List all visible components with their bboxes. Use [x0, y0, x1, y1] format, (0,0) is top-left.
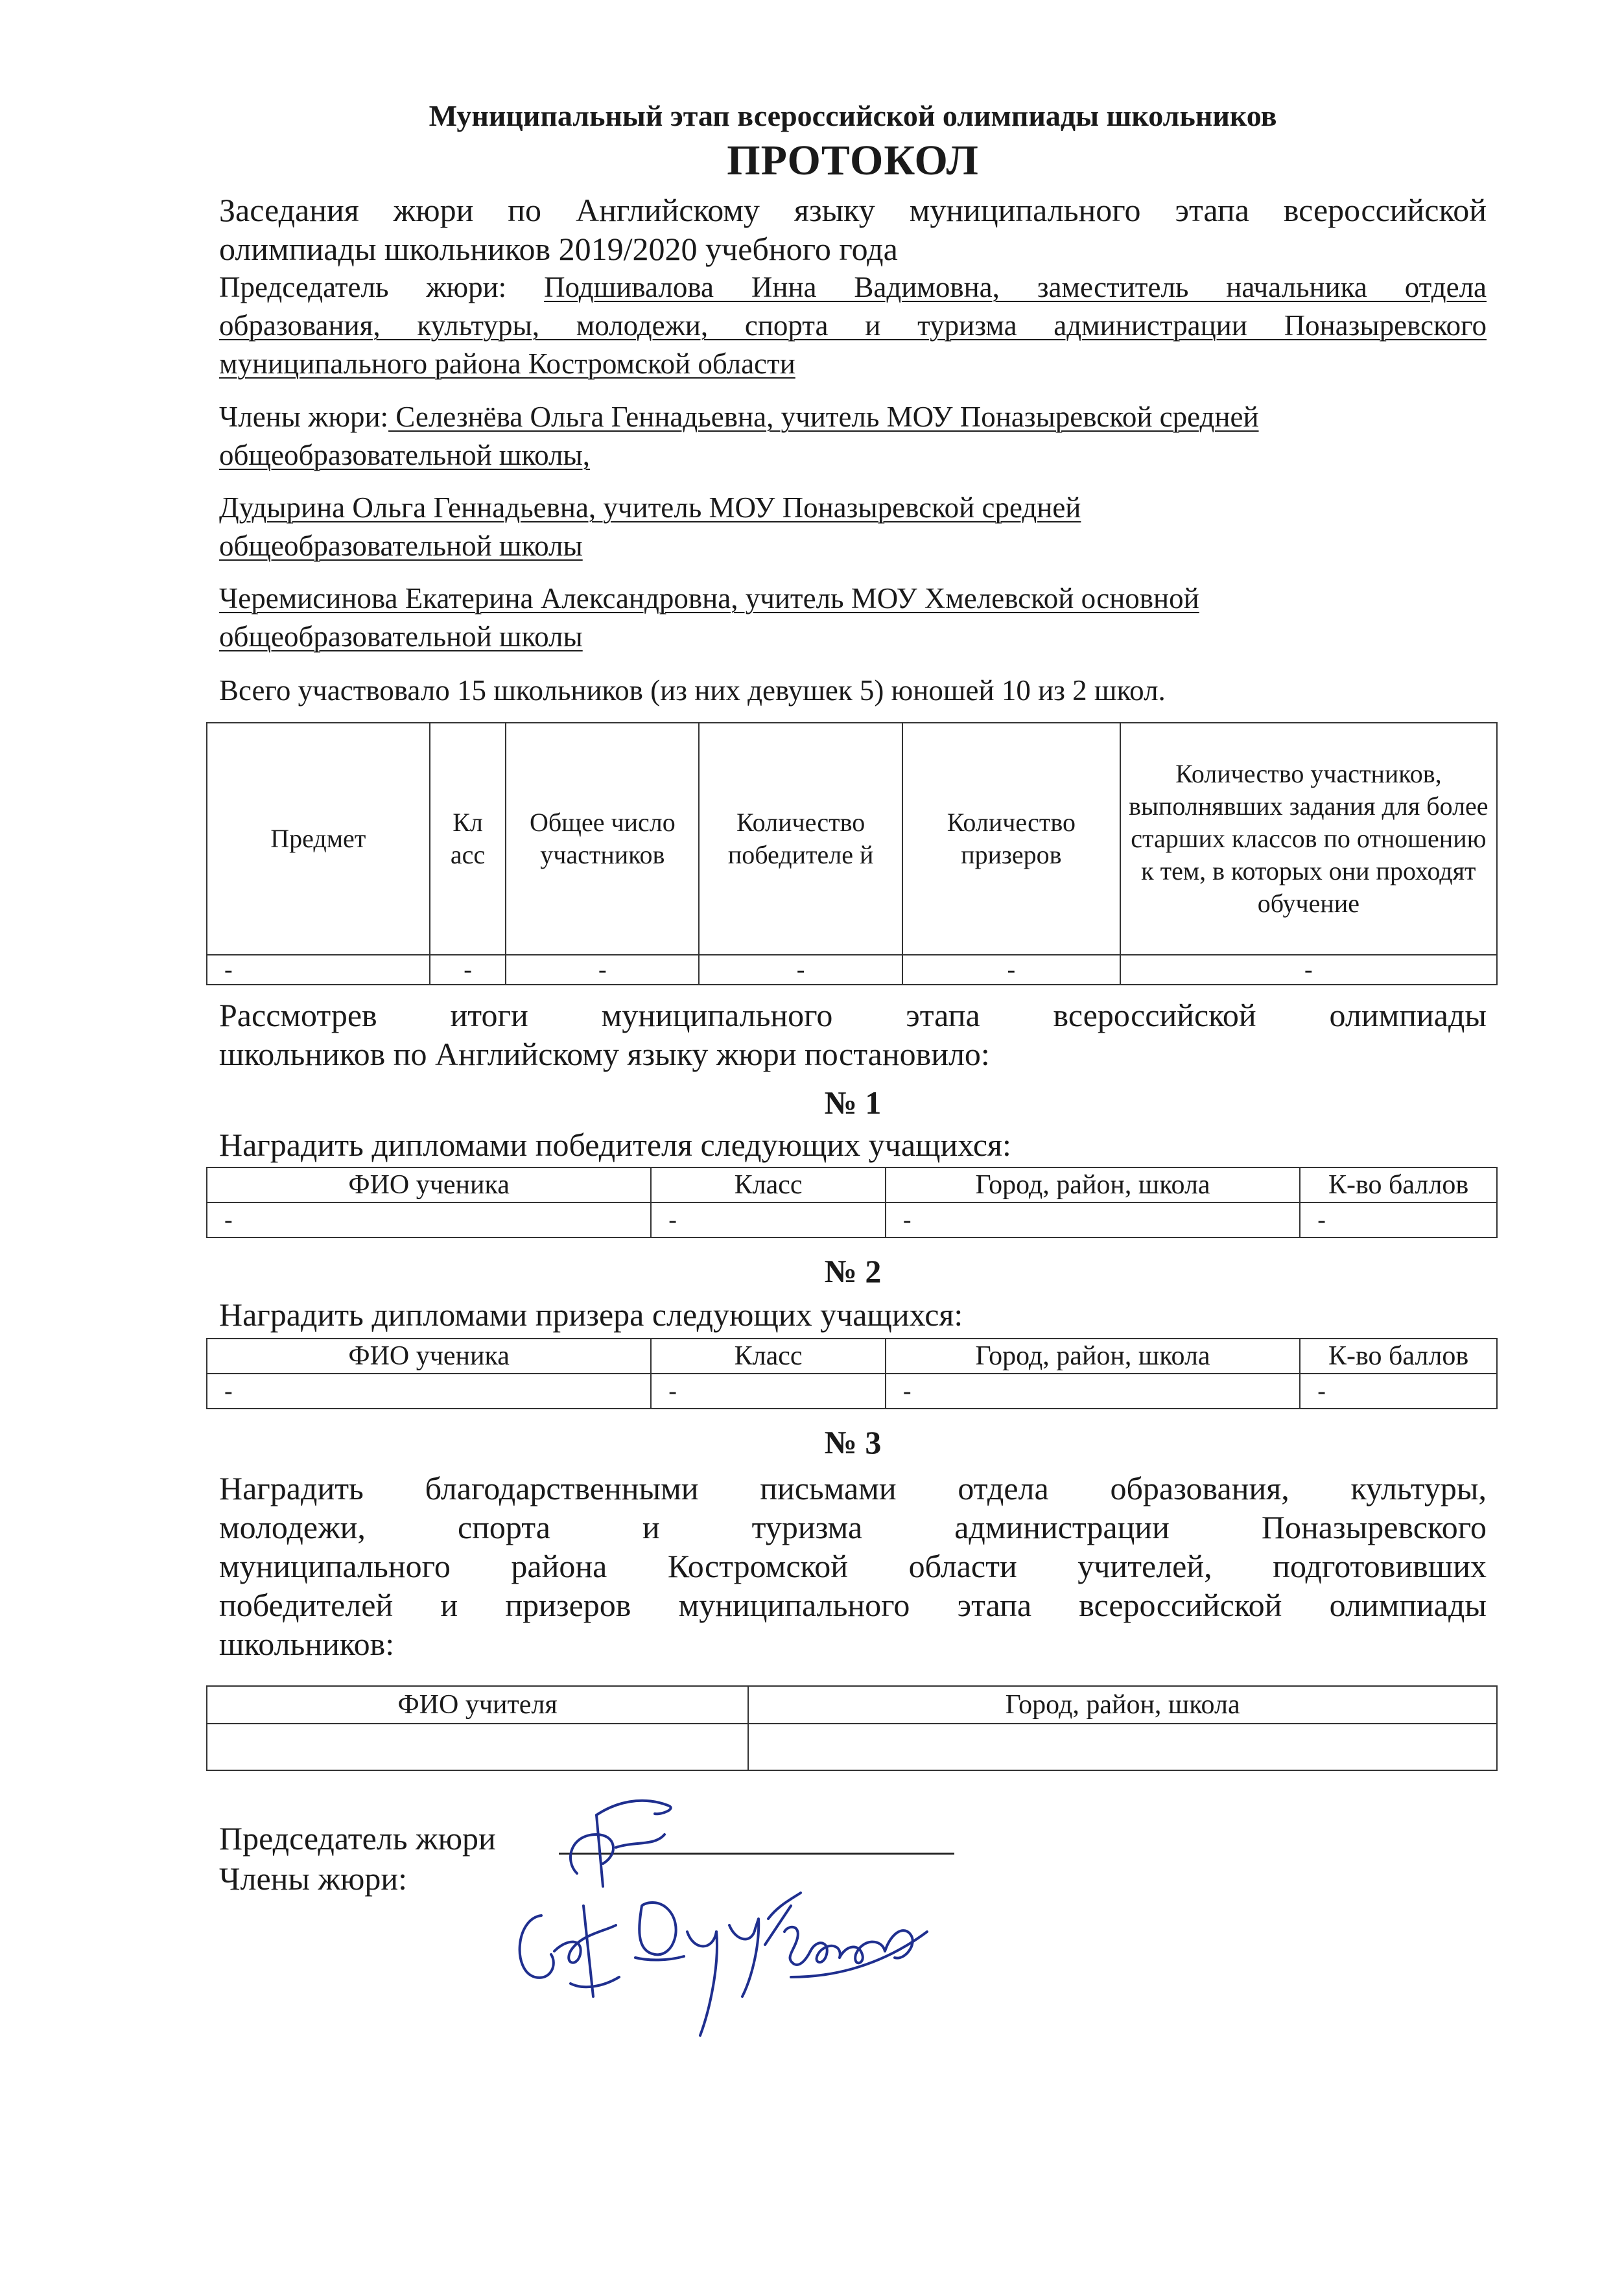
footer-members-label: Члены жюри:: [219, 1860, 408, 1897]
section-3-line-2: молодежи, спорта и туризма администрации Поназыревского: [219, 1509, 1487, 1545]
chairman-line-2: образования, культуры, молодежи, спорта и туризма администрации Поназыревского: [219, 309, 1487, 342]
table-cell: [748, 1724, 1497, 1770]
col-city-district-school: Город, район, школа: [886, 1167, 1300, 1202]
member-2-line-1: Дудырина Ольга Геннадьевна, учитель МОУ Поназыревской средней: [219, 491, 1081, 524]
teachers-header-row: [207, 1686, 1497, 1724]
section-3-line-1: Наградить благодарственными письмами отдела образования, культуры,: [219, 1470, 1487, 1506]
section-1-number: № 1: [824, 1084, 882, 1121]
section-3-line-4: победителей и призеров муниципального этапа всероссийской олимпиады: [219, 1587, 1487, 1623]
col-senior-tasks-count: Количество участников, выполнявших задания для более старших классов по отношению к тем, в которых они проходят обучение: [1120, 723, 1497, 955]
table-cell: -: [430, 955, 506, 985]
table-cell: -: [207, 955, 430, 985]
intro-paragraph: [219, 191, 1487, 268]
member-1-line-2: общеобразовательной школы,: [219, 439, 590, 471]
table-cell: -: [506, 955, 699, 985]
winners-table: [206, 1167, 1498, 1238]
member-2-block: [219, 489, 1487, 565]
chairman-block: [219, 268, 1487, 383]
member-1-block: [219, 398, 1487, 475]
table-cell: -: [651, 1202, 886, 1237]
col-student-class: Класс: [651, 1339, 886, 1374]
prizewinners-header-row: [207, 1339, 1497, 1374]
table-cell: -: [207, 1374, 651, 1409]
col-prizewinners-count: Количество призеров: [902, 723, 1120, 955]
member-3-line-2: общеобразовательной школы: [219, 620, 583, 653]
col-student-class: Класс: [651, 1167, 886, 1202]
intro-line-1: Заседания жюри по Английскому языку муниципального этапа всероссийской: [219, 192, 1487, 228]
chairman-name: Подшивалова Инна Вадимовна, заместитель начальника отдела: [544, 271, 1487, 303]
col-score: К-во баллов: [1300, 1167, 1497, 1202]
participants-total: Всего участвовало 15 школьников (из них девушек 5) юношей 10 из 2 школ.: [219, 674, 1166, 707]
decision-line-1: Рассмотрев итоги муниципального этапа всероссийской олимпиады: [219, 997, 1487, 1033]
col-winners-count: Количество победителе й: [699, 723, 902, 955]
table-row: [207, 1202, 1497, 1237]
col-teacher-school: Город, район, школа: [748, 1686, 1497, 1724]
decision-line-2: школьников по Английскому языку жюри постановило:: [219, 1036, 990, 1072]
decision-paragraph: [219, 996, 1487, 1073]
col-student-name: ФИО ученика: [207, 1167, 651, 1202]
member-1-name: Селезнёва Ольга Геннадьевна, учитель МОУ Поназыревской средней: [388, 401, 1259, 433]
protocol-title: ПРОТОКОЛ: [727, 137, 979, 184]
section-3-number: № 3: [824, 1424, 882, 1460]
chairman-signature: [558, 1789, 694, 1893]
chairman-label: Председатель жюри:: [219, 271, 507, 303]
member-1-signature: [506, 1899, 635, 2010]
table-cell: [207, 1724, 748, 1770]
winners-header-row: [207, 1167, 1497, 1202]
table-cell: -: [902, 955, 1120, 985]
section-2-text: Наградить дипломами призера следующих учащихся:: [219, 1296, 963, 1333]
member-3-line-1: Черемисинова Екатерина Александровна, учитель МОУ Хмелевской основной: [219, 582, 1199, 615]
table-row: [207, 1374, 1497, 1409]
table-cell: -: [1120, 955, 1497, 985]
table-cell: -: [651, 1374, 886, 1409]
section-3-line-3: муниципального района Костромской области учителей, подготовивших: [219, 1548, 1487, 1584]
table-cell: -: [699, 955, 902, 985]
table-cell: -: [1300, 1374, 1497, 1409]
table-cell: -: [207, 1202, 651, 1237]
section-3-line-5: школьников:: [219, 1626, 395, 1662]
footer-chairman-label: Председатель жюри: [219, 1820, 496, 1857]
col-subject: Предмет: [207, 723, 430, 955]
col-city-district-school: Город, район, школа: [886, 1339, 1300, 1374]
table-row: [207, 1724, 1497, 1770]
chairman-line-1: [219, 268, 1487, 307]
table-row: [207, 955, 1497, 985]
member-2-line-2: общеобразовательной школы: [219, 530, 583, 562]
summary-header-row: [207, 723, 1497, 955]
intro-line-2: олимпиады школьников 2019/2020 учебного года: [219, 231, 898, 267]
table-cell: -: [886, 1374, 1300, 1409]
member-1-line-1: [219, 398, 1487, 436]
col-class: Кл асс: [430, 723, 506, 955]
member-3-signature: [771, 1906, 940, 1997]
teachers-table: [206, 1685, 1498, 1771]
olympiad-subtitle: Муниципальный этап всероссийской олимпиады школьников: [429, 99, 1277, 132]
member-3-block: [219, 580, 1487, 656]
col-score: К-во баллов: [1300, 1339, 1497, 1374]
col-total-participants: Общее число участников: [506, 723, 699, 955]
members-label: Члены жюри:: [219, 401, 389, 433]
prizewinners-table: [206, 1338, 1498, 1409]
chairman-line-3: муниципального района Костромской области: [219, 347, 795, 380]
table-cell: -: [886, 1202, 1300, 1237]
section-3-paragraph: [219, 1469, 1487, 1663]
section-2-number: № 2: [824, 1253, 882, 1289]
col-teacher-name: ФИО учителя: [207, 1686, 748, 1724]
col-student-name: ФИО ученика: [207, 1339, 651, 1374]
table-cell: -: [1300, 1202, 1497, 1237]
summary-table: [206, 722, 1498, 985]
section-1-text: Наградить дипломами победителя следующих учащихся:: [219, 1127, 1011, 1163]
